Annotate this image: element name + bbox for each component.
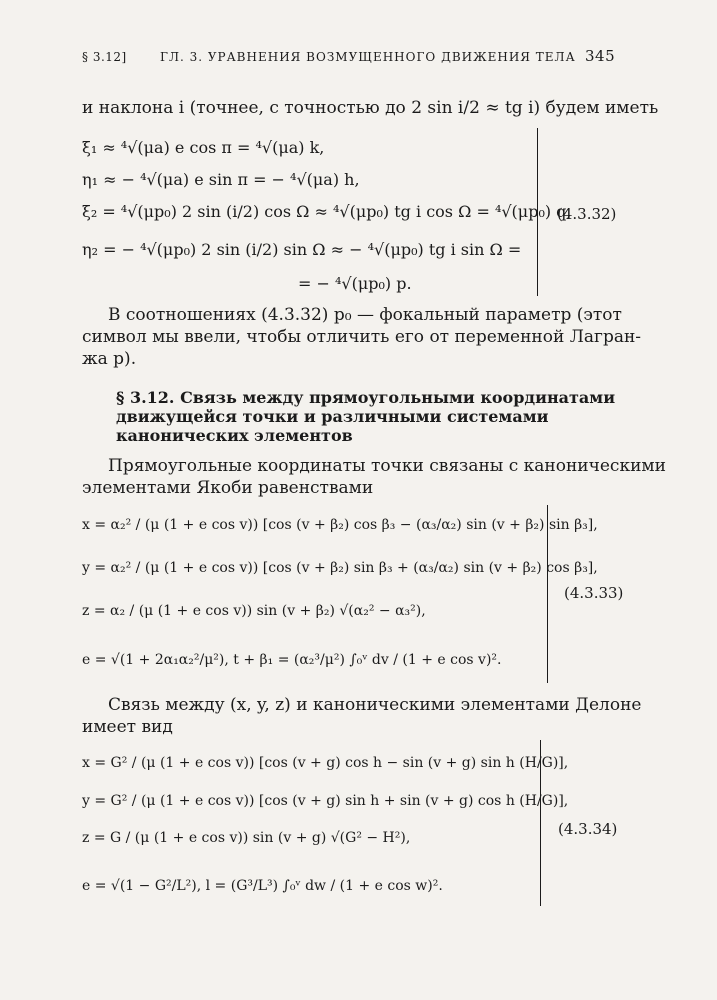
eq-4-3-34-line-4: e = √(1 − G²/L²), l = (G³/L³) ∫₀ᵛ dw / (1 + e cos w)². <box>82 878 443 894</box>
paragraph-1-line-3: жа p). <box>82 349 137 369</box>
eq-4-3-32-line-2: η₁ ≈ − ⁴√(μa) e sin π = − ⁴√(μa) h, <box>82 170 360 189</box>
section-title-line-3: канонических элементов <box>116 426 353 445</box>
eq-4-3-32-line-5: = − ⁴√(μp₀) p. <box>298 274 412 293</box>
eq-4-3-33-line-3: z = α₂ / (μ (1 + e cos v)) sin (v + β₂) √(α₂² − α₃²), <box>82 603 426 619</box>
eq-number-4-3-34: (4.3.34) <box>558 820 618 838</box>
intro-line: и наклона i (точнее, с точностью до 2 sin i/2 ≈ tg i) будем иметь <box>82 98 659 118</box>
right-brace <box>537 128 538 296</box>
eq-4-3-33-line-2: y = α₂² / (μ (1 + e cos v)) [cos (v + β₂) sin β₃ + (α₃/α₂) sin (v + β₂) cos β₃], <box>82 560 598 576</box>
header-chapter-title: ГЛ. 3. УРАВНЕНИЯ ВОЗМУЩЕННОГО ДВИЖЕНИЯ ТЕЛА <box>160 50 576 64</box>
eq-4-3-34-line-2: y = G² / (μ (1 + e cos v)) [cos (v + g) sin h + sin (v + g) cos h (H/G)], <box>82 793 569 809</box>
eq-4-3-32-line-3: ξ₂ = ⁴√(μp₀) 2 sin (i/2) cos Ω ≈ ⁴√(μp₀) tg i cos Ω = ⁴√(μp₀) q, <box>82 202 572 221</box>
paragraph-1-line-1: В соотношениях (4.3.32) p₀ — фокальный параметр (этот <box>108 305 622 325</box>
paragraph-3-line-2: имеет вид <box>82 717 173 737</box>
eq-4-3-33-line-4: e = √(1 + 2α₁α₂²/μ²), t + β₁ = (α₂³/μ²) ∫₀ᵛ dv / (1 + e cos v)². <box>82 652 502 668</box>
eq-4-3-32-line-4: η₂ = − ⁴√(μp₀) 2 sin (i/2) sin Ω ≈ − ⁴√(μp₀) tg i sin Ω = <box>82 240 522 259</box>
eq-4-3-34-line-3: z = G / (μ (1 + e cos v)) sin (v + g) √(G² − H²), <box>82 830 411 846</box>
section-title-line-1: Связь между прямоугольными координатами <box>180 388 616 407</box>
paragraph-1-line-2: символ мы ввели, чтобы отличить его от переменной Лагран- <box>82 327 642 347</box>
paragraph-2-line-2: элементами Якоби равенствами <box>82 478 374 498</box>
eq-4-3-34-line-1: x = G² / (μ (1 + e cos v)) [cos (v + g) cos h − sin (v + g) sin h (H/G)], <box>82 755 569 771</box>
header-section-ref: § 3.12] <box>82 50 127 64</box>
section-mark: § 3.12. <box>116 388 175 407</box>
header-page-number: 345 <box>585 47 616 65</box>
paragraph-2-line-1: Прямоугольные координаты точки связаны с каноническими <box>108 456 666 476</box>
right-brace <box>540 740 541 906</box>
eq-4-3-33-line-1: x = α₂² / (μ (1 + e cos v)) [cos (v + β₂) cos β₃ − (α₃/α₂) sin (v + β₂) sin β₃], <box>82 517 598 533</box>
eq-4-3-32-line-1: ξ₁ ≈ ⁴√(μa) e cos π = ⁴√(μa) k, <box>82 138 325 157</box>
section-heading <box>116 388 615 445</box>
right-brace <box>547 505 548 683</box>
eq-number-4-3-32: (4.3.32) <box>557 205 617 223</box>
section-title-line-2: движущейся точки и различными системами <box>116 407 549 426</box>
eq-number-4-3-33: (4.3.33) <box>564 584 624 602</box>
paragraph-3-line-1: Связь между (x, y, z) и каноническими элементами Делоне <box>108 695 642 715</box>
